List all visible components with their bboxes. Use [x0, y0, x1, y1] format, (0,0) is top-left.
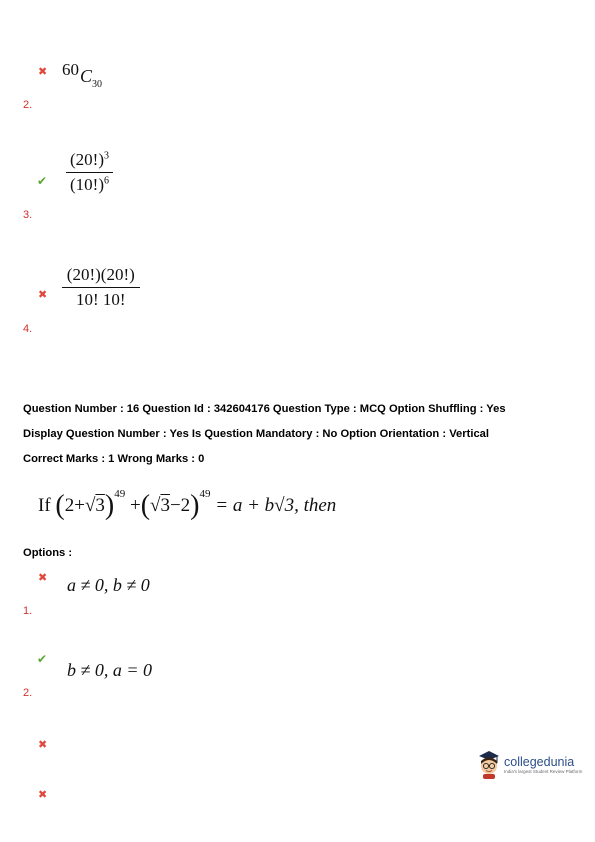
cross-icon: ✖ — [38, 788, 48, 801]
option-number: 2. — [23, 99, 33, 111]
student-mascot-icon — [476, 749, 502, 779]
check-icon: ✔ — [37, 174, 48, 188]
option-formula: $\frac{(20!)(20!)}{10! 10!}$ — [62, 265, 140, 310]
option-formula: $\frac{(20!)^3}{(10!)^6}$ — [66, 150, 113, 195]
question-stem: If $(2+√3)^{49} +(√3-2)^{49} = a + b√3$, then — [38, 488, 337, 521]
option-formula: $60C_{30}$ — [62, 60, 103, 91]
option-number: 1. — [23, 605, 33, 617]
collegedunia-logo — [476, 749, 582, 779]
cross-icon: ✖ — [38, 65, 48, 78]
cross-icon: ✖ — [38, 571, 48, 584]
logo-wordmark: collegedunia — [504, 754, 575, 769]
question-meta-line: Display Question Number : Yes Is Question Mandatory : No Option Orientation : Vertical — [23, 428, 490, 440]
options-label: Options : — [23, 547, 73, 559]
option-number: 3. — [23, 209, 33, 221]
option-text: b ≠ 0, a = 0 — [67, 660, 153, 680]
cross-icon: ✖ — [38, 738, 48, 751]
check-icon: ✔ — [37, 652, 48, 666]
question-meta-line: Question Number : 16 Question Id : 342604176 Question Type : MCQ Option Shuffling : Yes — [23, 403, 506, 415]
option-number: 4. — [23, 323, 33, 335]
logo-tagline: India's largest Student Review Platform — [504, 768, 583, 774]
question-marks: Correct Marks : 1 Wrong Marks : 0 — [23, 453, 205, 465]
cross-icon: ✖ — [38, 288, 48, 301]
option-number: 2. — [23, 687, 33, 699]
option-text: a ≠ 0, b ≠ 0 — [67, 575, 150, 595]
